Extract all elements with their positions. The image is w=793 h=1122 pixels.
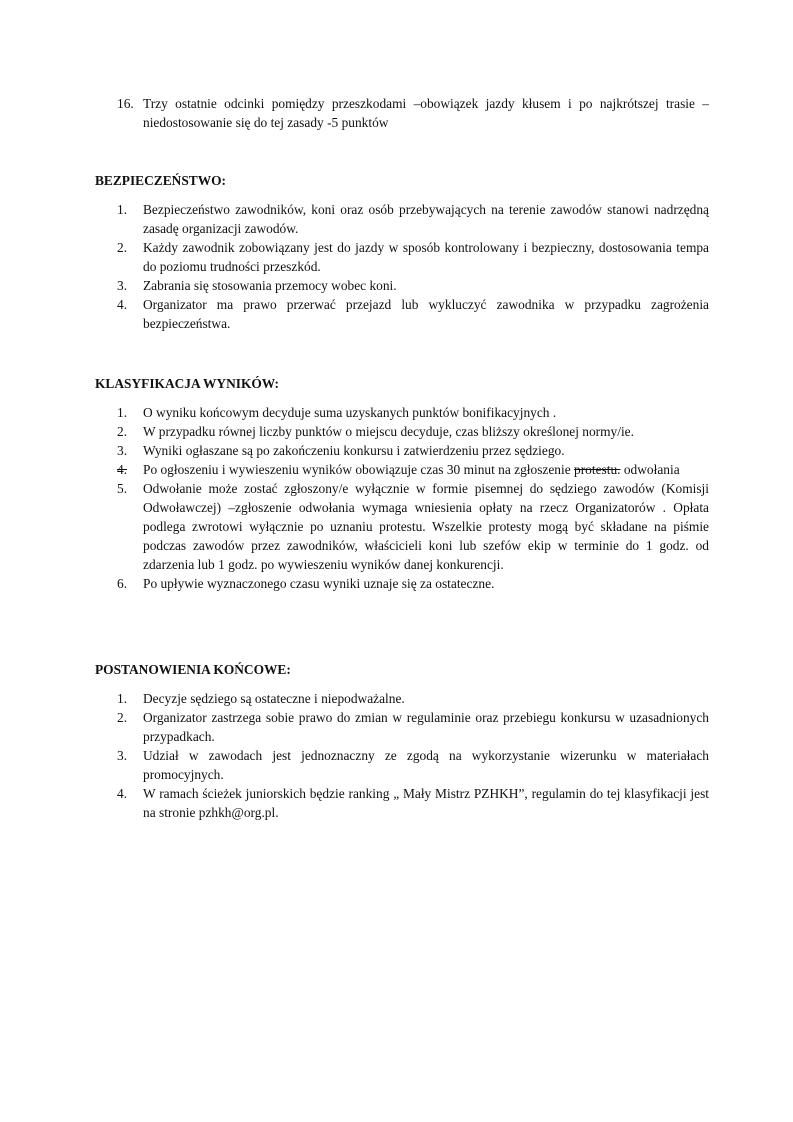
list-item-text: Organizator ma prawo przerwać przejazd lub wykluczyć zawodnika w przypadku zagrożenia bezpieczeństwa.: [143, 297, 709, 331]
list-item: [0, 238, 709, 276]
list-item: [0, 422, 709, 441]
safety-list: [0, 200, 793, 333]
intro-list: [0, 94, 793, 132]
final-list: [0, 689, 793, 822]
list-item: [0, 746, 709, 784]
section-heading-final: POSTANOWIENIA KOŃCOWE:: [95, 662, 291, 677]
list-item-number: 4.: [117, 786, 128, 801]
list-item-number: 1.: [117, 202, 128, 217]
list-item-number: 6.: [117, 576, 128, 591]
list-item: [0, 276, 709, 295]
list-item-number: 2.: [117, 424, 128, 439]
list-item-number: 3.: [117, 278, 128, 293]
list-item-text: Każdy zawodnik zobowiązany jest do jazdy w sposób kontrolowany i bezpieczny, dostosowania tempa do poziomu trudności przeszkód.: [143, 240, 709, 274]
list-item: [0, 403, 709, 422]
list-item-text: W ramach ścieżek juniorskich będzie ranking „ Mały Mistrz PZHKH”, regulamin do tej klasyfikacji jest na stronie pzhkh@org.pl.: [143, 786, 709, 820]
list-item-text: Zabrania się stosowania przemocy wobec koni.: [143, 278, 397, 293]
list-item-text: O wyniku końcowym decyduje suma uzyskanych punktów bonifikacyjnych .: [143, 405, 557, 420]
list-item-number: 3.: [117, 748, 128, 763]
list-item-text: Bezpieczeństwo zawodników, koni oraz osób przebywających na terenie zawodów stanowi nadrzędną zasadę organizacji zawodów.: [143, 202, 709, 236]
inserted-text: odwołania: [620, 462, 680, 477]
list-item-text: W przypadku równej liczby punktów o miejscu decyduje, czas bliższy określonej normy/ie.: [143, 424, 634, 439]
list-item-text: Wyniki ogłaszane są po zakończeniu konkursu i zatwierdzeniu przez sędziego.: [143, 443, 565, 458]
list-item: [0, 479, 709, 574]
list-item: [0, 574, 709, 593]
section-heading-results: KLASYFIKACJA WYNIKÓW:: [95, 376, 279, 391]
list-item-number: 5.: [117, 481, 128, 496]
list-item-number: 3.: [117, 443, 128, 458]
list-item: [0, 94, 709, 132]
list-item-text: Po upływie wyznaczonego czasu wyniki uznaje się za ostateczne.: [143, 576, 495, 591]
list-item-number: 16.: [117, 96, 134, 111]
list-item: [0, 689, 709, 708]
list-item: [0, 295, 709, 333]
list-item-number: 1.: [117, 691, 128, 706]
list-item: [0, 460, 709, 479]
list-item-text: Po ogłoszeniu i wywieszeniu wyników obowiązuje czas 30 minut na zgłoszenie: [143, 462, 575, 477]
list-item: [0, 708, 709, 746]
list-item-number: 2.: [117, 710, 128, 725]
list-item-number: 2.: [117, 240, 128, 255]
deleted-text: protestu.: [574, 462, 621, 477]
list-item: [0, 784, 709, 822]
list-item-text: Udział w zawodach jest jednoznaczny ze zgodą na wykorzystanie wizerunku w materiałach promocyjnych.: [143, 748, 709, 782]
list-item-text: Odwołanie może zostać zgłoszony/e wyłącznie w formie pisemnej do sędziego zawodów (Komisji Odwoławczej) –zgłoszenie odwołania wymaga wniesienia opłaty na rzecz Organizatorów . Opłata podlega zwrotowi wyłącznie po uznaniu protestu. Wszelkie protesty mogą być składane na piśmie podczas zawodów przez zawodników, właścicieli koni lub szefów ekip w terminie do 1 godz. od zdarzenia lub 1 godz. po wywieszeniu wyników danej konkurencji.: [143, 481, 709, 572]
list-item-number: 1.: [117, 405, 128, 420]
list-item: [0, 200, 709, 238]
section-heading-safety: BEZPIECZEŃSTWO:: [95, 173, 226, 188]
list-item-number: 4.: [117, 297, 128, 312]
list-item-text: Organizator zastrzega sobie prawo do zmian w regulaminie oraz przebiegu konkursu w uzasadnionych przypadkach.: [143, 710, 709, 744]
list-item-text: Decyzje sędziego są ostateczne i niepodważalne.: [143, 691, 405, 706]
results-list: [0, 403, 793, 593]
list-item: [0, 441, 709, 460]
list-item-number: 4.: [117, 462, 128, 477]
list-item-text: Trzy ostatnie odcinki pomiędzy przeszkodami –obowiązek jazdy kłusem i po najkrótszej trasie – niedostosowanie się do tej zasady -5 punktów: [143, 96, 709, 130]
